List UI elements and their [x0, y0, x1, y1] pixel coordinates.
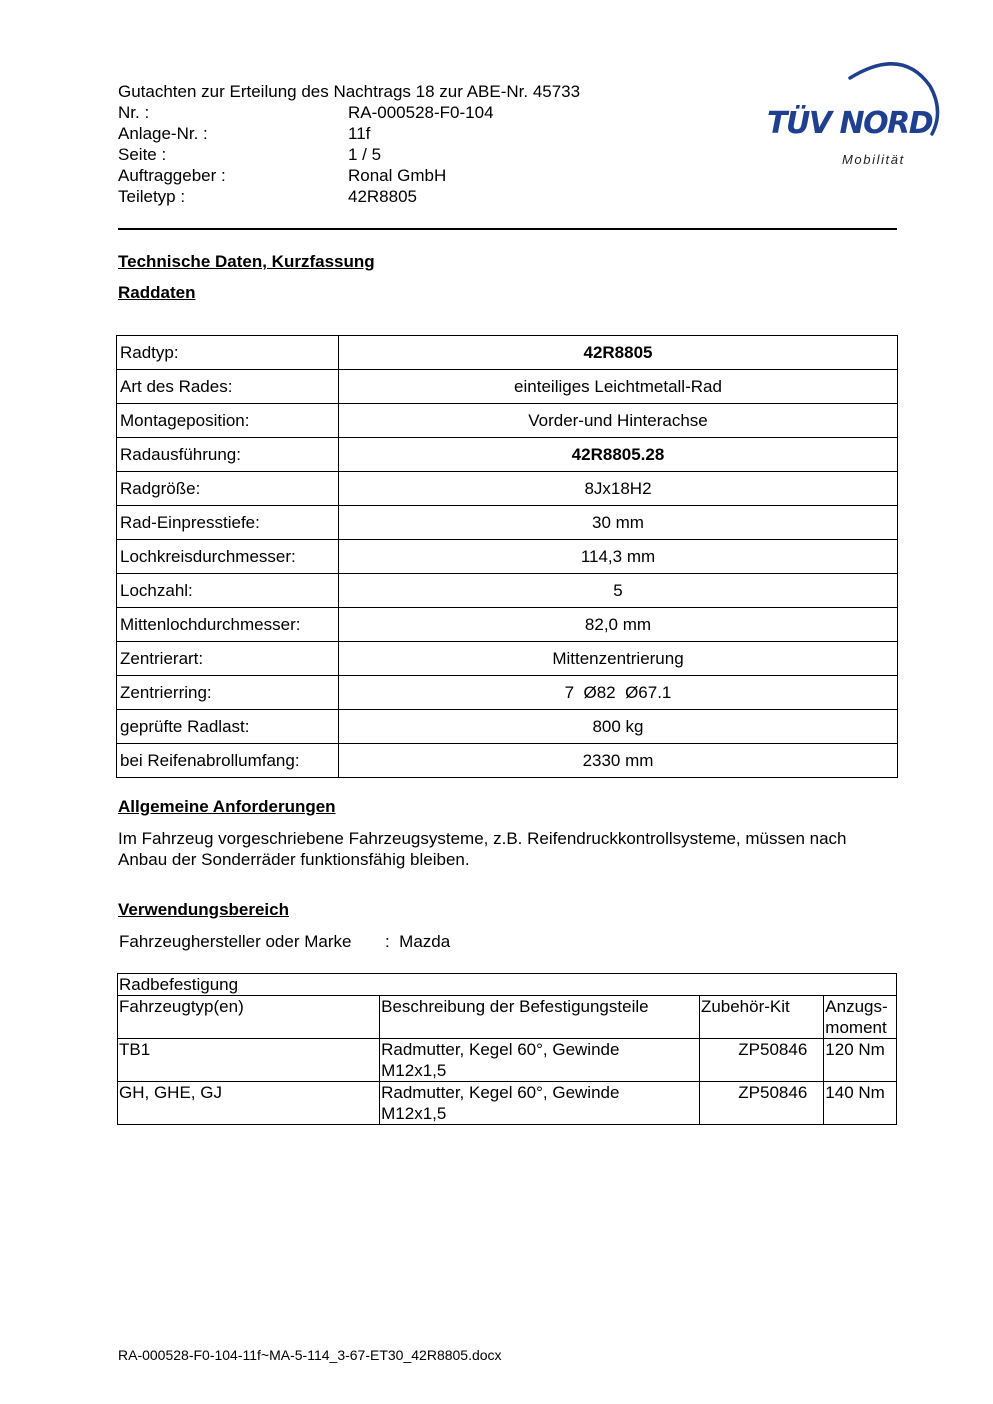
header-row-nr	[118, 102, 638, 123]
wheel-label: Zentrierart:	[117, 642, 339, 676]
wheel-label: Zentrierring:	[117, 676, 339, 710]
wheel-label: Mittenlochdurchmesser:	[117, 608, 339, 642]
table-row	[117, 540, 898, 574]
wheel-value: einteiliges Leichtmetall-Rad	[339, 370, 898, 404]
header-label: Teiletyp :	[118, 187, 186, 206]
wheel-label: Montageposition:	[117, 404, 339, 438]
document-header	[118, 81, 638, 207]
vehicle-type: GH, GHE, GJ	[118, 1082, 380, 1125]
fixing-description	[380, 1039, 700, 1082]
table-row	[117, 676, 898, 710]
wheel-label: Radtyp:	[117, 336, 339, 370]
column-header-torque-line2: moment	[825, 1018, 887, 1037]
torque-value: 140 Nm	[824, 1082, 897, 1125]
header-row-seite	[118, 144, 638, 165]
wheel-label: Lochkreisdurchmesser:	[117, 540, 339, 574]
column-header-torque	[824, 996, 897, 1039]
fixing-description-line2: M12x1,5	[381, 1061, 447, 1080]
header-value: RA-000528-F0-104	[348, 103, 494, 122]
column-header-type: Fahrzeugtyp(en)	[118, 996, 380, 1039]
table-row	[117, 744, 898, 778]
wheel-value: 42R8805	[339, 336, 898, 370]
wheel-value: 82,0 mm	[339, 608, 898, 642]
logo-subtitle: Mobilität	[842, 152, 905, 167]
wheel-label: bei Reifenabrollumfang:	[117, 744, 339, 778]
wheel-value: Mittenzentrierung	[339, 642, 898, 676]
fixing-description-line1: Radmutter, Kegel 60°, Gewinde	[381, 1040, 620, 1059]
header-value: Ronal GmbH	[348, 166, 447, 185]
wheel-label: geprüfte Radlast:	[117, 710, 339, 744]
column-header-kit: Zubehör-Kit	[699, 996, 823, 1039]
table-row	[117, 710, 898, 744]
section-heading-verwendung: Verwendungsbereich	[118, 900, 289, 919]
accessory-kit: ZP50846	[699, 1082, 823, 1125]
column-header-description: Beschreibung der Befestigungsteile	[380, 996, 700, 1039]
header-divider	[118, 228, 897, 230]
table-header-row	[118, 996, 897, 1039]
allgemeine-paragraph: Im Fahrzeug vorgeschriebene Fahrzeugsysteme, z.B. Reifendruckkontrollsysteme, müssen nach Anbau der Sonderräder funktionsfähig bleiben.	[118, 829, 847, 869]
wheel-value: 30 mm	[339, 506, 898, 540]
table-row	[117, 336, 898, 370]
header-label: Auftraggeber :	[118, 166, 226, 185]
header-row-anlage	[118, 123, 638, 144]
wheel-label: Lochzahl:	[117, 574, 339, 608]
header-title: Gutachten zur Erteilung des Nachtrags 18 zur ABE-Nr. 45733	[118, 82, 581, 101]
table-row	[118, 1039, 897, 1082]
wheel-value: 7 Ø82 Ø67.1	[339, 676, 898, 710]
wheel-value: 5	[339, 574, 898, 608]
header-value: 42R8805	[348, 187, 418, 206]
section-heading-raddaten: Raddaten	[118, 283, 196, 302]
accessory-kit: ZP50846	[699, 1039, 823, 1082]
header-label: Anlage-Nr. :	[118, 124, 208, 143]
wheel-value: 2330 mm	[339, 744, 898, 778]
vehicle-type: TB1	[118, 1039, 380, 1082]
column-header-torque-line1: Anzugs-	[825, 997, 888, 1016]
wheel-value: 114,3 mm	[339, 540, 898, 574]
header-row-teiletyp	[118, 186, 638, 207]
table-row	[117, 608, 898, 642]
wheel-data-table	[116, 335, 898, 778]
header-label: Nr. :	[118, 103, 150, 122]
table-row	[117, 506, 898, 540]
fixing-table-title: Radbefestigung	[118, 974, 897, 996]
torque-value: 120 Nm	[824, 1039, 897, 1082]
header-label: Seite :	[118, 145, 167, 164]
table-title-row	[118, 974, 897, 996]
section-heading-allgemeine: Allgemeine Anforderungen	[118, 797, 336, 816]
maker-label: Fahrzeughersteller oder Marke	[119, 932, 352, 951]
fixing-description-line2: M12x1,5	[381, 1104, 447, 1123]
header-row-auftraggeber	[118, 165, 638, 186]
fixing-table	[117, 973, 897, 1125]
header-value: 11f	[348, 124, 371, 143]
fixing-description-line1: Radmutter, Kegel 60°, Gewinde	[381, 1083, 620, 1102]
wheel-label: Art des Rades:	[117, 370, 339, 404]
tuv-nord-logo	[762, 56, 942, 171]
section-heading-technische: Technische Daten, Kurzfassung	[118, 252, 375, 271]
wheel-value: Vorder-und Hinterachse	[339, 404, 898, 438]
logo-brand: TÜV NORD	[767, 106, 933, 141]
wheel-value: 8Jx18H2	[339, 472, 898, 506]
footer-filename: RA-000528-F0-104-11f~MA-5-114_3-67-ET30_42R8805.docx	[118, 1347, 502, 1363]
table-row	[117, 404, 898, 438]
wheel-label: Radgröße:	[117, 472, 339, 506]
table-row	[117, 438, 898, 472]
wheel-label: Rad-Einpresstiefe:	[117, 506, 339, 540]
maker-line	[119, 932, 450, 952]
header-value: 1 / 5	[348, 145, 382, 164]
wheel-value: 800 kg	[339, 710, 898, 744]
table-row	[117, 370, 898, 404]
wheel-label: Radausführung:	[117, 438, 339, 472]
table-row	[117, 574, 898, 608]
table-row	[118, 1082, 897, 1125]
fixing-description	[380, 1082, 700, 1125]
table-row	[117, 642, 898, 676]
table-row	[117, 472, 898, 506]
wheel-value: 42R8805.28	[339, 438, 898, 472]
maker-value: : Mazda	[385, 932, 451, 951]
